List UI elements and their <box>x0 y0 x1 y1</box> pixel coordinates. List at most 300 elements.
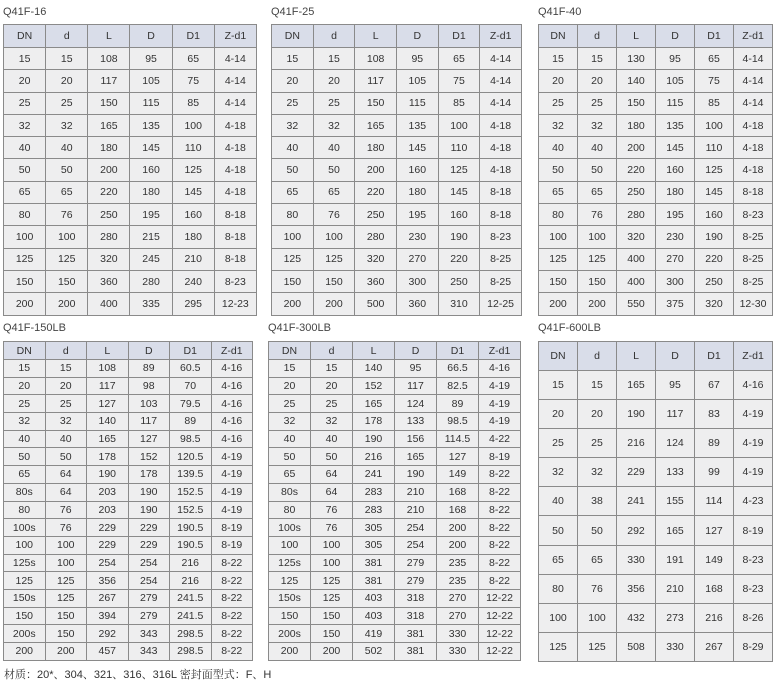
table-cell: 381 <box>395 643 437 661</box>
table-title: Q41F-600LB <box>538 322 601 334</box>
table-row <box>4 360 253 378</box>
table-cell: 210 <box>656 574 695 603</box>
table-cell: 15 <box>4 48 46 70</box>
table-cell: 66.5 <box>437 360 479 378</box>
table-cell: 100 <box>4 536 46 554</box>
table-cell: 25 <box>4 395 46 413</box>
table-row <box>269 519 521 537</box>
table-row <box>269 572 521 590</box>
table-cell: 140 <box>87 413 129 431</box>
table-cell: 95 <box>130 48 172 70</box>
table-cell: 220 <box>355 181 397 203</box>
table-cell: 65 <box>4 181 46 203</box>
table-cell: 100 <box>172 114 214 136</box>
table-cell: 65 <box>272 181 314 203</box>
column-header: DN <box>539 25 578 48</box>
table-cell: 125 <box>578 248 617 270</box>
table-row <box>539 516 773 545</box>
table-cell: 195 <box>656 204 695 226</box>
table-cell: 15 <box>578 371 617 400</box>
column-header: D1 <box>695 342 734 371</box>
table-cell: 356 <box>87 572 129 590</box>
table-cell: 8-22 <box>211 607 253 625</box>
table-cell: 190 <box>617 400 656 429</box>
table-cell: 300 <box>396 270 438 292</box>
table-cell: 100 <box>45 554 87 572</box>
table-cell: 64 <box>45 483 87 501</box>
table-row <box>272 270 522 292</box>
table-cell: 125 <box>438 159 480 181</box>
table-row <box>4 395 253 413</box>
table-cell: 32 <box>578 114 617 136</box>
table-row <box>4 501 253 519</box>
table-cell: 8-25 <box>480 270 522 292</box>
table-row <box>4 248 257 270</box>
table-cell: 40 <box>4 137 46 159</box>
table-cell: 32 <box>4 114 46 136</box>
table-row <box>269 377 521 395</box>
table-cell: 168 <box>437 483 479 501</box>
table-cell: 343 <box>128 643 170 661</box>
table-cell: 230 <box>656 226 695 248</box>
table-cell: 241.5 <box>170 589 212 607</box>
table-cell: 76 <box>45 501 87 519</box>
table-cell: 4-23 <box>734 487 773 516</box>
table-row <box>4 270 257 292</box>
table-cell: 200 <box>46 293 88 315</box>
table-cell: 99 <box>695 458 734 487</box>
table-cell: 32 <box>313 114 355 136</box>
table-cell: 85 <box>695 92 734 114</box>
table-cell: 8-22 <box>479 501 521 519</box>
table-cell: 419 <box>353 625 395 643</box>
table-row <box>272 204 522 226</box>
table-cell: 160 <box>130 159 172 181</box>
table-cell: 105 <box>396 70 438 92</box>
table-cell: 216 <box>170 554 212 572</box>
table-cell: 89 <box>170 413 212 431</box>
header-row <box>539 342 773 371</box>
table-cell: 32 <box>272 114 314 136</box>
table-cell: 8-18 <box>480 204 522 226</box>
table-cell: 160 <box>656 159 695 181</box>
table-cell: 152.5 <box>170 483 212 501</box>
table-cell: 165 <box>87 430 129 448</box>
table-cell: 165 <box>353 395 395 413</box>
table-cell: 80s <box>269 483 311 501</box>
table-cell: 8-26 <box>734 603 773 632</box>
table-row <box>269 360 521 378</box>
table-row <box>539 48 773 70</box>
table-cell: 50 <box>272 159 314 181</box>
table-cell: 4-19 <box>211 448 253 466</box>
table-cell: 127 <box>695 516 734 545</box>
table-cell: 180 <box>88 137 130 159</box>
table-cell: 100s <box>269 519 311 537</box>
table-cell: 40 <box>4 430 46 448</box>
table-cell: 432 <box>617 603 656 632</box>
table-cell: 145 <box>695 181 734 203</box>
table-row <box>4 70 257 92</box>
table-cell: 100 <box>578 226 617 248</box>
table-cell: 117 <box>355 70 397 92</box>
table-cell: 12-25 <box>480 293 522 315</box>
table-cell: 114.5 <box>437 430 479 448</box>
table-cell: 320 <box>355 248 397 270</box>
table-cell: 115 <box>396 92 438 114</box>
table-cell: 76 <box>311 501 353 519</box>
table-cell: 125 <box>272 248 314 270</box>
table-row <box>272 137 522 159</box>
dimension-table <box>538 341 773 662</box>
table-row <box>4 483 253 501</box>
table-cell: 20 <box>539 70 578 92</box>
table-cell: 15 <box>272 48 314 70</box>
table-cell: 25 <box>578 92 617 114</box>
table-cell: 229 <box>87 536 129 554</box>
table-cell: 229 <box>87 519 129 537</box>
table-row <box>539 159 773 181</box>
table-cell: 403 <box>353 607 395 625</box>
table-cell: 125 <box>4 248 46 270</box>
table-cell: 245 <box>130 248 172 270</box>
table-row <box>272 70 522 92</box>
table-cell: 76 <box>46 204 88 226</box>
table-cell: 50 <box>4 448 46 466</box>
table-cell: 117 <box>128 413 170 431</box>
table-cell: 180 <box>617 114 656 136</box>
table-cell: 279 <box>128 589 170 607</box>
table-row <box>539 248 773 270</box>
table-cell: 133 <box>395 413 437 431</box>
table-cell: 150 <box>272 270 314 292</box>
table-cell: 8-18 <box>734 181 773 203</box>
table-cell: 4-14 <box>480 92 522 114</box>
table-cell: 108 <box>87 360 129 378</box>
table-cell: 133 <box>656 458 695 487</box>
table-cell: 100 <box>539 603 578 632</box>
spec-table-block-q41f-600lb <box>538 320 772 663</box>
table-cell: 4-19 <box>211 483 253 501</box>
table-cell: 320 <box>695 293 734 315</box>
spec-table-block-q41f-150lb <box>3 320 252 662</box>
column-header: DN <box>269 342 311 360</box>
table-cell: 98.5 <box>437 413 479 431</box>
table-cell: 32 <box>539 114 578 136</box>
header-row <box>272 25 522 48</box>
table-row <box>539 487 773 516</box>
table-cell: 305 <box>353 536 395 554</box>
table-cell: 190 <box>87 466 129 484</box>
table-cell: 32 <box>46 114 88 136</box>
table-row <box>269 554 521 572</box>
table-cell: 50 <box>45 448 87 466</box>
table-cell: 60.5 <box>170 360 212 378</box>
table-row <box>272 92 522 114</box>
table-cell: 200 <box>4 293 46 315</box>
table-cell: 180 <box>396 181 438 203</box>
column-header: D <box>656 25 695 48</box>
table-row <box>272 226 522 248</box>
table-cell: 216 <box>695 603 734 632</box>
column-header: d <box>45 342 87 360</box>
table-cell: 40 <box>311 430 353 448</box>
table-cell: 4-19 <box>479 395 521 413</box>
dimension-table <box>268 341 521 661</box>
table-cell: 283 <box>353 501 395 519</box>
table-cell: 98 <box>128 377 170 395</box>
table-cell: 145 <box>656 137 695 159</box>
table-cell: 20 <box>578 70 617 92</box>
table-cell: 4-19 <box>734 400 773 429</box>
table-cell: 229 <box>128 519 170 537</box>
table-cell: 8-18 <box>214 248 256 270</box>
table-cell: 12-30 <box>734 293 773 315</box>
table-row <box>4 607 253 625</box>
table-cell: 8-22 <box>479 572 521 590</box>
table-cell: 360 <box>355 270 397 292</box>
table-cell: 4-16 <box>734 371 773 400</box>
table-cell: 100 <box>269 536 311 554</box>
table-cell: 125 <box>46 248 88 270</box>
spec-table-block-q41f-300lb <box>268 320 520 662</box>
column-header: DN <box>4 342 46 360</box>
table-cell: 241.5 <box>170 607 212 625</box>
table-cell: 76 <box>311 519 353 537</box>
table-row <box>269 501 521 519</box>
table-cell: 4-14 <box>214 70 256 92</box>
table-cell: 110 <box>172 137 214 159</box>
table-cell: 195 <box>130 204 172 226</box>
header-row <box>539 25 773 48</box>
table-cell: 80 <box>272 204 314 226</box>
table-cell: 40 <box>272 137 314 159</box>
table-row <box>539 574 773 603</box>
table-cell: 330 <box>437 643 479 661</box>
table-cell: 12-23 <box>214 293 256 315</box>
table-row <box>539 92 773 114</box>
table-cell: 178 <box>87 448 129 466</box>
table-row <box>4 643 253 661</box>
table-cell: 65 <box>578 181 617 203</box>
table-cell: 12-22 <box>479 625 521 643</box>
table-cell: 330 <box>617 545 656 574</box>
table-cell: 235 <box>437 554 479 572</box>
table-cell: 117 <box>88 70 130 92</box>
table-cell: 4-19 <box>211 466 253 484</box>
table-cell: 15 <box>539 371 578 400</box>
table-cell: 140 <box>353 360 395 378</box>
table-cell: 4-18 <box>214 181 256 203</box>
table-cell: 105 <box>130 70 172 92</box>
table-cell: 125 <box>578 632 617 661</box>
table-cell: 8-23 <box>214 270 256 292</box>
table-cell: 190 <box>128 483 170 501</box>
table-cell: 117 <box>395 377 437 395</box>
table-cell: 254 <box>395 536 437 554</box>
table-cell: 160 <box>172 204 214 226</box>
table-cell: 254 <box>87 554 129 572</box>
table-cell: 279 <box>395 554 437 572</box>
table-cell: 108 <box>355 48 397 70</box>
table-cell: 32 <box>539 458 578 487</box>
table-cell: 149 <box>437 466 479 484</box>
table-cell: 4-16 <box>211 377 253 395</box>
table-cell: 160 <box>438 204 480 226</box>
table-cell: 4-18 <box>480 137 522 159</box>
table-cell: 4-18 <box>734 114 773 136</box>
table-cell: 135 <box>396 114 438 136</box>
table-cell: 254 <box>395 519 437 537</box>
table-row <box>4 204 257 226</box>
table-cell: 95 <box>396 48 438 70</box>
table-cell: 140 <box>617 70 656 92</box>
table-cell: 64 <box>45 466 87 484</box>
table-cell: 20 <box>45 377 87 395</box>
table-cell: 8-19 <box>211 519 253 537</box>
table-row <box>269 413 521 431</box>
table-cell: 267 <box>87 589 129 607</box>
table-cell: 200 <box>272 293 314 315</box>
table-cell: 200 <box>313 293 355 315</box>
table-cell: 220 <box>695 248 734 270</box>
table-row <box>269 589 521 607</box>
table-cell: 4-22 <box>479 430 521 448</box>
table-cell: 65 <box>539 545 578 574</box>
table-row <box>539 545 773 574</box>
table-cell: 320 <box>617 226 656 248</box>
table-cell: 4-16 <box>479 360 521 378</box>
table-cell: 4-14 <box>480 70 522 92</box>
table-cell: 4-18 <box>734 137 773 159</box>
table-cell: 360 <box>396 293 438 315</box>
table-cell: 25 <box>46 92 88 114</box>
table-row <box>4 466 253 484</box>
column-header: Z-d1 <box>734 25 773 48</box>
table-cell: 4-18 <box>480 114 522 136</box>
table-cell: 8-22 <box>479 554 521 572</box>
table-cell: 100 <box>578 603 617 632</box>
table-row <box>4 377 253 395</box>
table-cell: 200 <box>269 643 311 661</box>
column-header: D <box>128 342 170 360</box>
table-cell: 20 <box>578 400 617 429</box>
table-cell: 4-16 <box>211 395 253 413</box>
table-cell: 310 <box>438 293 480 315</box>
table-cell: 8-23 <box>734 574 773 603</box>
table-cell: 20 <box>4 377 46 395</box>
table-cell: 50 <box>313 159 355 181</box>
table-cell: 200 <box>88 159 130 181</box>
table-cell: 15 <box>313 48 355 70</box>
table-row <box>4 430 253 448</box>
table-cell: 280 <box>88 226 130 248</box>
table-cell: 230 <box>396 226 438 248</box>
table-cell: 76 <box>45 519 87 537</box>
table-cell: 215 <box>130 226 172 248</box>
column-header: DN <box>539 342 578 371</box>
column-header: L <box>88 25 130 48</box>
table-cell: 300 <box>656 270 695 292</box>
column-header: D1 <box>695 25 734 48</box>
table-cell: 295 <box>172 293 214 315</box>
table-cell: 75 <box>438 70 480 92</box>
table-cell: 298.5 <box>170 625 212 643</box>
table-cell: 83 <box>695 400 734 429</box>
table-cell: 343 <box>128 625 170 643</box>
table-cell: 15 <box>578 48 617 70</box>
table-cell: 20 <box>313 70 355 92</box>
table-cell: 216 <box>617 429 656 458</box>
table-row <box>539 293 773 315</box>
table-cell: 127 <box>87 395 129 413</box>
table-cell: 8-23 <box>734 545 773 574</box>
table-cell: 403 <box>353 589 395 607</box>
table-row <box>269 448 521 466</box>
table-cell: 240 <box>172 270 214 292</box>
table-cell: 550 <box>617 293 656 315</box>
table-row <box>269 607 521 625</box>
table-cell: 8-18 <box>480 181 522 203</box>
table-cell: 155 <box>656 487 695 516</box>
table-cell: 152 <box>128 448 170 466</box>
table-cell: 220 <box>88 181 130 203</box>
table-cell: 50 <box>539 516 578 545</box>
table-cell: 80 <box>4 501 46 519</box>
table-cell: 152 <box>353 377 395 395</box>
table-cell: 229 <box>128 536 170 554</box>
table-cell: 298.5 <box>170 643 212 661</box>
table-cell: 8-22 <box>211 643 253 661</box>
table-cell: 105 <box>656 70 695 92</box>
table-cell: 40 <box>313 137 355 159</box>
table-cell: 400 <box>617 248 656 270</box>
table-cell: 50 <box>311 448 353 466</box>
table-row <box>539 429 773 458</box>
column-header: D <box>396 25 438 48</box>
table-row <box>4 137 257 159</box>
table-cell: 25 <box>539 92 578 114</box>
table-cell: 100s <box>4 519 46 537</box>
column-header: d <box>313 25 355 48</box>
table-row <box>4 48 257 70</box>
table-cell: 220 <box>438 248 480 270</box>
table-cell: 4-16 <box>211 413 253 431</box>
table-cell: 65 <box>313 181 355 203</box>
table-cell: 98.5 <box>170 430 212 448</box>
table-row <box>4 589 253 607</box>
table-cell: 8-19 <box>211 536 253 554</box>
table-row <box>269 395 521 413</box>
table-cell: 273 <box>656 603 695 632</box>
table-row <box>539 270 773 292</box>
table-cell: 8-25 <box>480 248 522 270</box>
table-cell: 125 <box>172 159 214 181</box>
table-cell: 180 <box>130 181 172 203</box>
table-row <box>539 204 773 226</box>
table-cell: 85 <box>438 92 480 114</box>
table-cell: 65 <box>4 466 46 484</box>
table-cell: 15 <box>45 360 87 378</box>
table-cell: 280 <box>617 204 656 226</box>
table-cell: 150 <box>313 270 355 292</box>
column-header: D <box>395 342 437 360</box>
table-cell: 500 <box>355 293 397 315</box>
column-header: d <box>578 342 617 371</box>
table-cell: 127 <box>128 430 170 448</box>
table-cell: 12-22 <box>479 643 521 661</box>
dimension-table <box>538 24 773 316</box>
